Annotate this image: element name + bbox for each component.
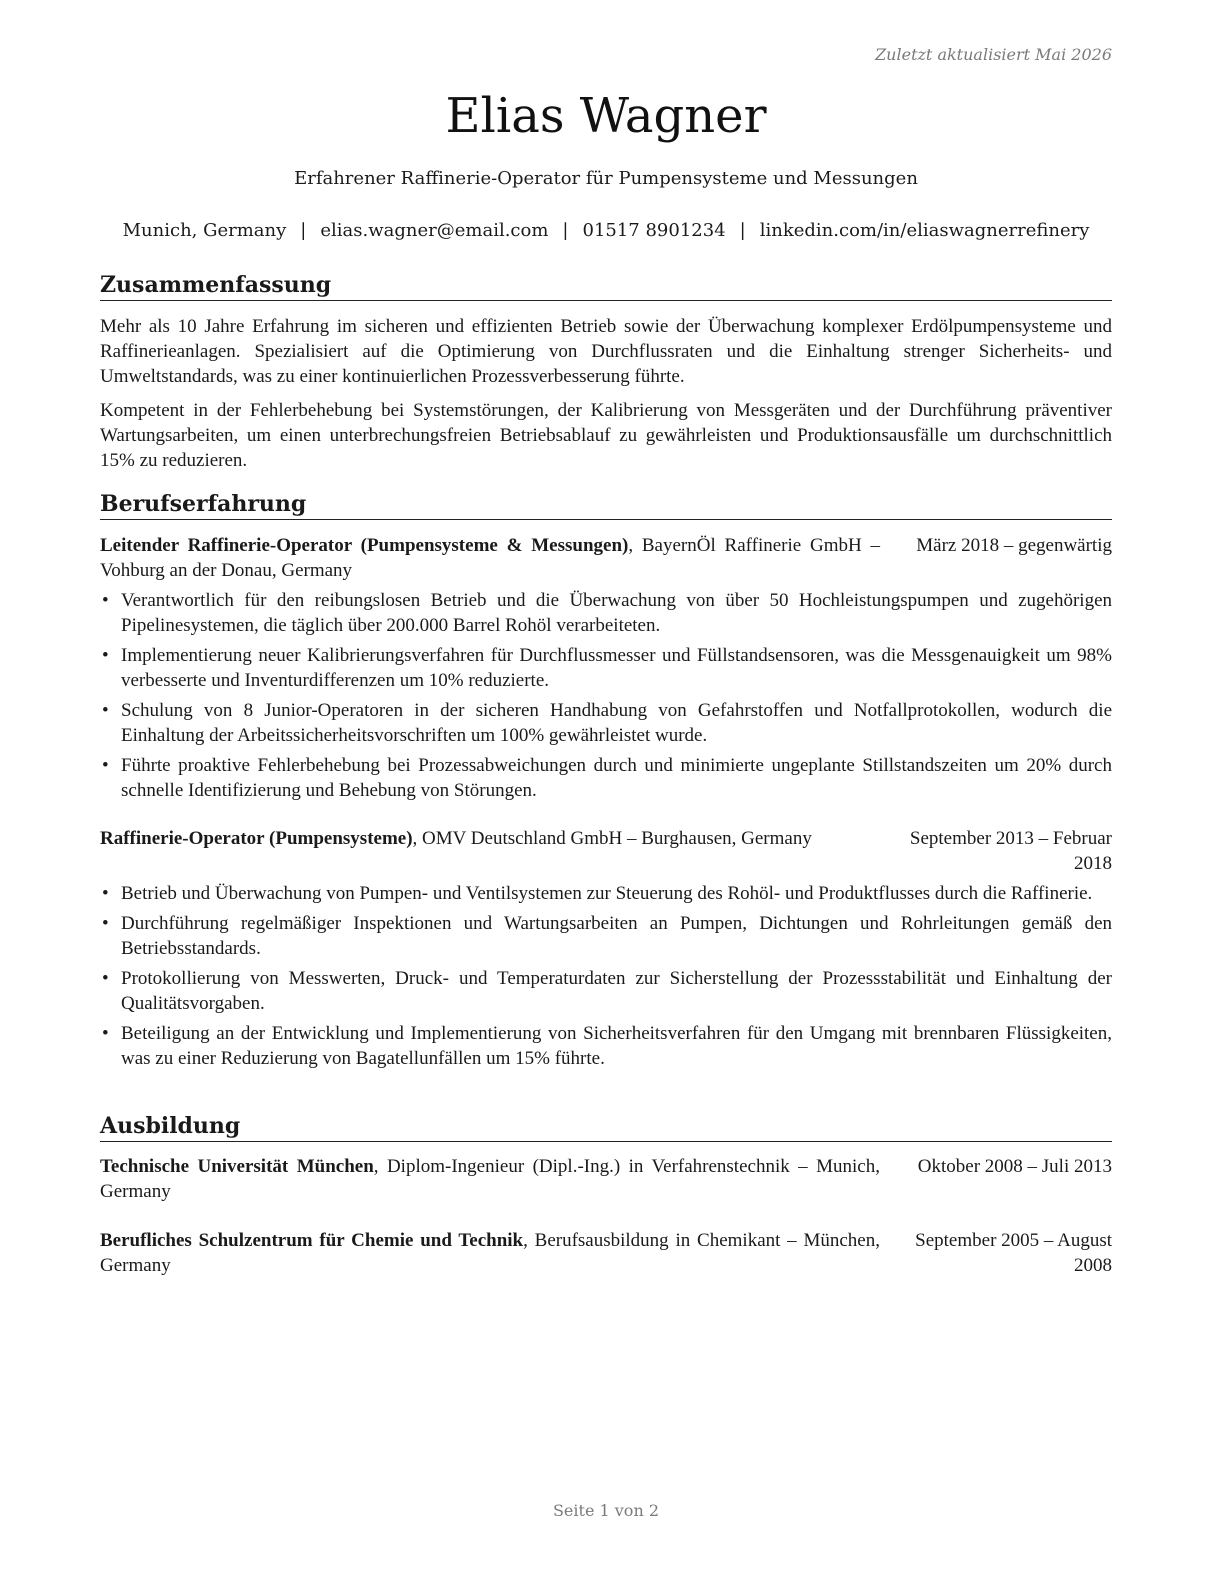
bullet-icon: • (102, 755, 109, 776)
bullet-text: Schulung von 8 Junior-Operatoren in der sicheren Handhabung von Gefahrstoffen und Notfallprotokollen, wodurch die Einhaltung der Arbeitssicherheitsvorschriften um 100% gewährleistet wurde. (121, 700, 1112, 746)
job-dates: September 2013 – Februar 2018 (909, 828, 1112, 874)
job-role: Leitender Raffinerie-Operator (Pumpensysteme & Messungen) (100, 535, 629, 556)
job-header (100, 826, 1112, 876)
bullet-icon: • (102, 883, 109, 904)
job-org: , BayernÖl Raffinerie GmbH – Vohburg an der Donau, Germany (100, 535, 880, 581)
job-title-line (100, 533, 880, 583)
bullet-text: Durchführung regelmäßiger Inspektionen und Wartungsarbeiten an Pumpen, Dichtungen und Rohrleitungen gemäß den Betriebsstandards. (121, 913, 1112, 959)
resume-page (100, 0, 1112, 1584)
contact-line (100, 218, 1112, 244)
contact-linkedin[interactable]: linkedin.com/in/eliaswagnerrefinery (759, 220, 1090, 241)
education-line (100, 1154, 880, 1204)
education-header (100, 1154, 1112, 1204)
contact-phone: 01517 8901234 (582, 220, 726, 241)
bullet-icon: • (102, 590, 109, 611)
job-dates: März 2018 – gegenwärtig (916, 535, 1112, 556)
education-dates: Oktober 2008 – Juli 2013 (917, 1156, 1112, 1177)
page-number: Seite 1 von 2 (552, 1501, 660, 1520)
bullet-icon: • (102, 913, 109, 934)
last-updated: Zuletzt aktualisiert Mai 2026 (875, 45, 1112, 64)
bullet-text: Beteiligung an der Entwicklung und Implementierung von Sicherheitsverfahren für den Umgang mit brennbaren Flüssigkeiten, was zu einer Reduzierung von Bagatellunfällen um 15% führte. (121, 1023, 1112, 1069)
education-detail: , Diplom-Ingenieur (Dipl.-Ing.) in Verfahrenstechnik – Munich, Germany (100, 1156, 880, 1202)
job-header (100, 533, 1112, 583)
contact-separator: | (300, 220, 307, 241)
job-org: , OMV Deutschland GmbH – Burghausen, Germany (412, 828, 812, 849)
contact-separator: | (562, 220, 569, 241)
education-school: Technische Universität München (100, 1156, 374, 1177)
job-title-line (100, 826, 880, 851)
job-role: Raffinerie-Operator (Pumpensysteme) (100, 828, 413, 849)
bullet-icon: • (102, 645, 109, 666)
job-bullets (100, 881, 1112, 1076)
section-title-summary: Zusammenfassung (100, 271, 1112, 301)
list-item (100, 911, 1112, 961)
job-bullets (100, 588, 1112, 808)
bullet-text: Verantwortlich für den reibungslosen Betrieb und die Überwachung von über 50 Hochleistungspumpen und zugehörigen Pipelinesystemen, die täglich über 200.000 Barrel Rohöl verarbeiteten. (121, 590, 1112, 636)
candidate-name: Elias Wagner (445, 88, 767, 144)
list-item (100, 588, 1112, 638)
summary-paragraph: Mehr als 10 Jahre Erfahrung im sicheren und effizienten Betrieb sowie der Überwachung komplexer Erdölpumpensysteme und Raffinerieanlagen. Spezialisiert auf die Optimierung von Durchflussraten und die Einhaltung strenger Sicherheits- und Umweltstandards, was zu einer kontinuierlichen Prozessverbesserung führte. (100, 316, 1112, 387)
section-title-education: Ausbildung (100, 1112, 1112, 1142)
list-item (100, 1021, 1112, 1071)
education-line (100, 1228, 880, 1278)
summary-paragraph: Kompetent in der Fehlerbehebung bei Systemstörungen, der Kalibrierung von Messgeräten und der Durchführung präventiver Wartungsarbeiten, um einen unterbrechungsfreien Betriebsablauf zu gewährleisten und Produktionsausfälle um durchschnittlich 15% zu reduzieren. (100, 400, 1112, 471)
bullet-icon: • (102, 700, 109, 721)
bullet-icon: • (102, 1023, 109, 1044)
bullet-text: Implementierung neuer Kalibrierungsverfahren für Durchflussmesser und Füllstandsensoren, was die Messgenauigkeit um 98% verbesserte und Inventurdifferenzen um 10% reduzierte. (121, 645, 1112, 691)
bullet-text: Führte proaktive Fehlerbehebung bei Prozessabweichungen durch und minimierte ungeplante Stillstandszeiten um 20% durch schnelle Identifizierung und Behebung von Störungen. (121, 755, 1112, 801)
contact-separator: | (739, 220, 746, 241)
education-detail: , Berufsausbildung in Chemikant – München, Germany (100, 1230, 880, 1276)
section-title-experience: Berufserfahrung (100, 490, 1112, 520)
list-item (100, 966, 1112, 1016)
contact-email[interactable]: elias.wagner@email.com (320, 220, 549, 241)
bullet-icon: • (102, 968, 109, 989)
list-item (100, 881, 1112, 906)
headline: Erfahrener Raffinerie-Operator für Pumpensysteme und Messungen (294, 168, 918, 189)
education-dates: September 2005 – August 2008 (915, 1230, 1112, 1276)
contact-location: Munich, Germany (122, 220, 287, 241)
bullet-text: Betrieb und Überwachung von Pumpen- und Ventilsystemen zur Steuerung des Rohöl- und Produktflusses durch die Raffinerie. (121, 883, 1093, 904)
list-item (100, 698, 1112, 748)
list-item (100, 753, 1112, 803)
education-header (100, 1228, 1112, 1278)
list-item (100, 643, 1112, 693)
bullet-text: Protokollierung von Messwerten, Druck- und Temperaturdaten zur Sicherstellung der Prozessstabilität und Einhaltung der Qualitätsvorgaben. (121, 968, 1112, 1014)
education-school: Berufliches Schulzentrum für Chemie und Technik (100, 1230, 524, 1251)
